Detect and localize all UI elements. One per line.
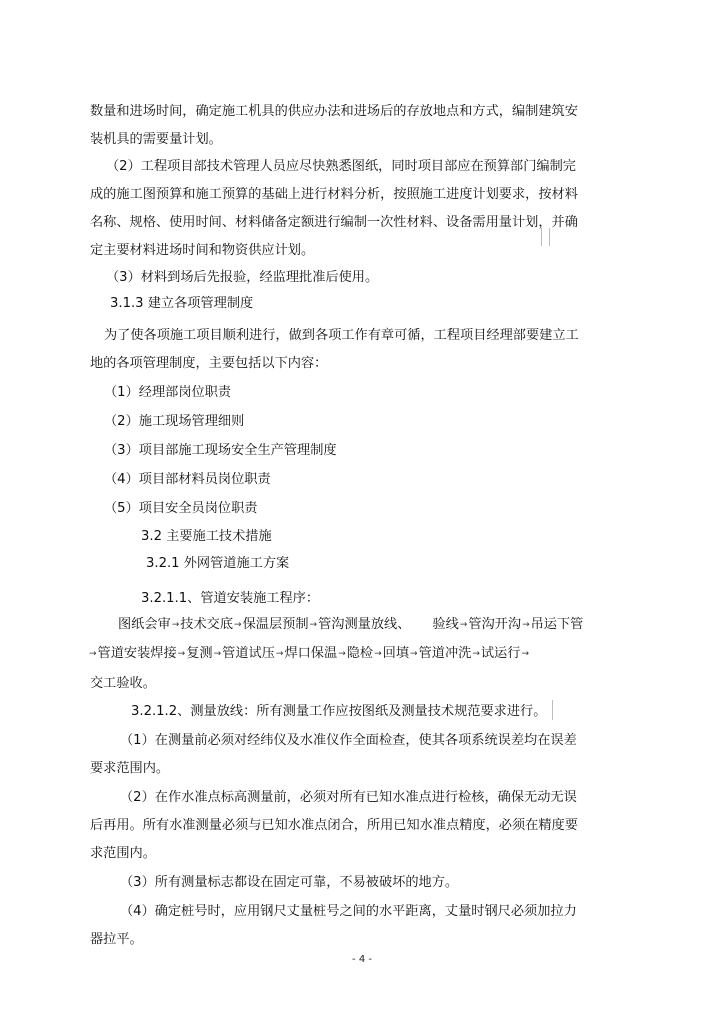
paragraph-line: 地的各项管理制度，主要包括以下内容： bbox=[90, 356, 328, 371]
arrow-icon: → bbox=[89, 649, 97, 659]
paragraph-line: 要求范围内。 bbox=[90, 761, 170, 776]
arrow-icon: → bbox=[275, 649, 284, 659]
arrow-icon: → bbox=[171, 620, 180, 630]
flow-line: 交工验收。 bbox=[90, 676, 156, 691]
arrow-icon: → bbox=[410, 649, 418, 659]
list-item: （2）施工现场管理细则 bbox=[104, 414, 245, 429]
arrow-icon: → bbox=[521, 649, 529, 659]
arrow-icon: → bbox=[213, 649, 222, 659]
section-heading: 3.1.3 建立各项管理制度 bbox=[110, 296, 254, 311]
paragraph-line: 器拉平。 bbox=[90, 932, 143, 947]
arrow-icon: → bbox=[459, 620, 468, 630]
list-item: （3）项目部施工现场安全生产管理制度 bbox=[104, 443, 337, 458]
flow-step: 管沟测量放线、 bbox=[318, 617, 411, 632]
paragraph-line: 定主要材料进场时间和物资供应计划。 bbox=[90, 243, 315, 258]
flow-step: 复测 bbox=[186, 646, 213, 661]
section-heading: 3.2 主要施工技术措施 bbox=[141, 529, 272, 544]
arrow-icon: → bbox=[522, 620, 530, 630]
flow-step: 管道试压 bbox=[222, 646, 275, 661]
arrow-icon: → bbox=[374, 649, 382, 659]
flow-step: 隐检 bbox=[346, 646, 374, 661]
flow-step: 焊口保温 bbox=[284, 646, 338, 661]
section-heading: 3.2.1 外网管道施工方案 bbox=[146, 556, 290, 571]
scan-mark bbox=[541, 228, 542, 246]
flow-step: 管道冲洗 bbox=[418, 646, 472, 661]
paragraph-line: （1）在测量前必须对经纬仪及水准仪作全面检查，使其各项系统误差均在误差 bbox=[120, 733, 577, 748]
section-heading: 3.2.1.2、测量放线：所有测量工作应按图纸及测量技术规范要求进行。 bbox=[131, 704, 547, 719]
paragraph-line: 为了使各项施工项目顺利进行，做到各项工作有章可循，工程项目经理部要建立工 bbox=[104, 328, 579, 343]
flow-line bbox=[118, 616, 583, 634]
paragraph-line: 数量和进场时间，确定施工机具的供应办法和进场后的存放地点和方式，编制建筑安 bbox=[90, 104, 578, 119]
section-heading: 3.2.1.1、管道安装施工程序： bbox=[141, 591, 320, 606]
flow-step: 验线 bbox=[432, 617, 459, 632]
arrow-icon: → bbox=[309, 620, 318, 630]
scan-mark bbox=[549, 228, 550, 246]
flow-step: 回填 bbox=[382, 646, 410, 661]
arrow-icon: → bbox=[234, 620, 242, 630]
paragraph-line: 装机具的需要量计划。 bbox=[90, 132, 222, 147]
flow-step: 保温层预制 bbox=[242, 617, 309, 632]
scan-mark bbox=[552, 700, 553, 720]
flow-step: 吊运下管 bbox=[530, 617, 584, 632]
paragraph-line: 成的施工图预算和施工预算的基础上进行材料分析，按照施工进度计划要求，按材料 bbox=[90, 187, 578, 202]
page-number: - 4 - bbox=[352, 954, 372, 965]
flow-step: 试运行 bbox=[480, 646, 521, 661]
arrow-icon: → bbox=[472, 649, 480, 659]
flow-step: 技术交底 bbox=[180, 617, 234, 632]
paragraph-line: 求范围内。 bbox=[90, 846, 156, 861]
flow-step: 图纸会审 bbox=[118, 617, 171, 632]
paragraph-line: （3）所有测量标志都设在固定可靠，不易被破坏的地方。 bbox=[120, 875, 459, 890]
list-item: （5）项目安全员岗位职责 bbox=[104, 501, 258, 516]
paragraph-line: （2）工程项目部技术管理人员应尽快熟悉图纸，同时项目部应在预算部门编制完 bbox=[106, 159, 576, 174]
flow-step: 管道安装焊接 bbox=[97, 646, 177, 661]
paragraph-line: （4）确定桩号时，应用钢尺丈量桩号之间的水平距离，丈量时钢尺必须加拉力 bbox=[120, 904, 577, 919]
paragraph-line: 后再用。所有水准测量必须与已知水准点闭合，所用已知水准点精度，必须在精度要 bbox=[90, 818, 578, 833]
paragraph-line: （3）材料到场后先报验，经监理批准后使用。 bbox=[106, 270, 379, 285]
list-item: （4）项目部材料员岗位职责 bbox=[104, 472, 271, 487]
list-item: （1）经理部岗位职责 bbox=[104, 385, 232, 400]
paragraph-line: （2）在作水准点标高测量前，必须对所有已知水准点进行检核，确保无动无误 bbox=[120, 790, 577, 805]
flow-line bbox=[88, 645, 530, 663]
arrow-icon: → bbox=[177, 649, 186, 659]
flow-step: 管沟开沟 bbox=[468, 617, 522, 632]
arrow-icon: → bbox=[338, 649, 346, 659]
paragraph-line: 名称、规格、使用时间、材料储备定额进行编制一次性材料、设备需用量计划，并确 bbox=[90, 215, 578, 230]
